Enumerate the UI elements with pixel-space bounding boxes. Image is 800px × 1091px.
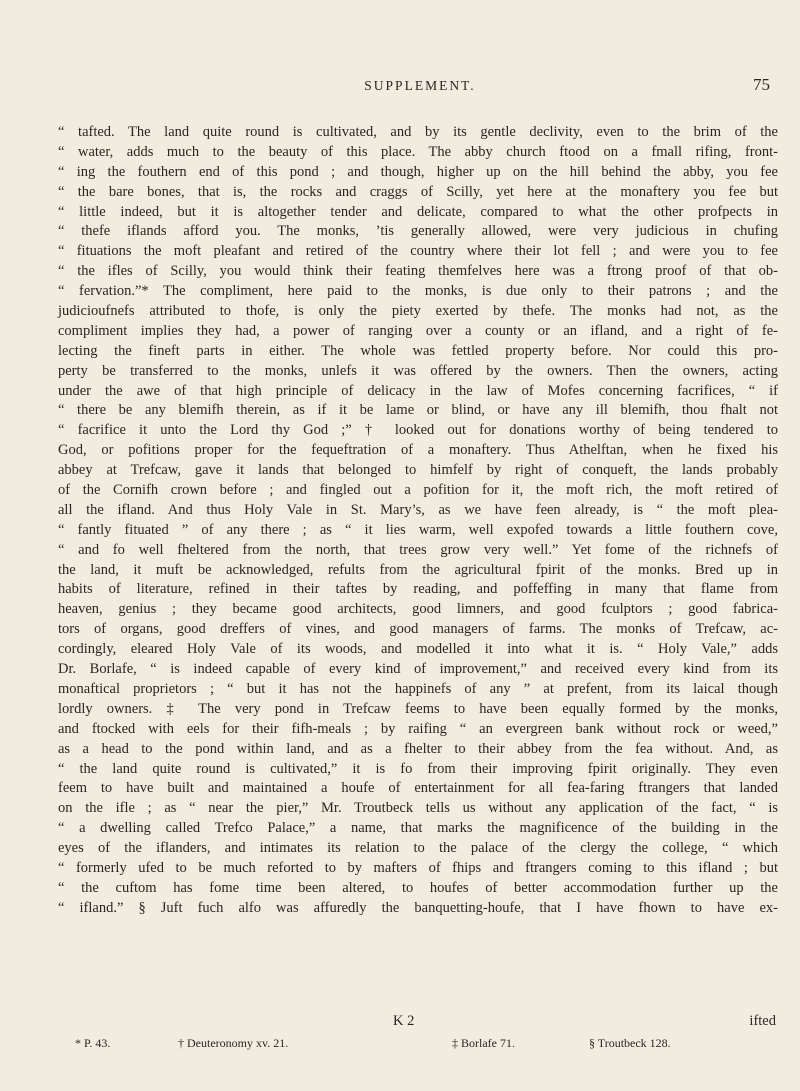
- text-line: “ facrifice it unto the Lord thy God ;” † looked out for donations worthy of being tendered to: [58, 422, 778, 439]
- text-line: on the ifle ; as “ near the pier,” Mr. Troutbeck tells us without any application of the fact, “ is: [58, 800, 778, 817]
- text-line: heaven, genius ; they became good architects, good limners, and good fculptors ; good fabrica-: [58, 601, 778, 618]
- text-line: and ftocked with eels for their fifh-meals ; by raifing “ an evergreen bank without rock or weed,”: [58, 720, 778, 737]
- text-line: feem to have built and maintained a houfe of entertainment for all fea-faring ftrangers that landed: [58, 780, 778, 797]
- catchword: ifted: [749, 1013, 776, 1029]
- page-number: 75: [753, 75, 770, 94]
- text-line: “ little indeed, but it is altogether tender and delicate, compared to what the other profpects in: [58, 203, 778, 220]
- text-line: “ thefe iflands afford you. The monks, ’tis generally allowed, were very judicious in chufing: [58, 223, 778, 240]
- footnotes: [75, 1036, 765, 1054]
- text-line: cordingly, eleared Holy Vale of its woods, and modelled it into what it is. “ Holy Vale,” adds: [58, 641, 778, 658]
- text-line: monaftical proprietors ; “ but it has not the happinefs of any ” at prefent, from its laical though: [58, 680, 778, 697]
- body-text: [58, 123, 778, 919]
- footnote: ‡ Borlafe 71.: [452, 1036, 515, 1050]
- text-line: under the awe of that high principle of delicacy in the law of Mofes concerning facrifices, “ if: [58, 382, 778, 399]
- text-line: “ the ifles of Scilly, you would think their feating themfelves here was a ftrong proof of that ob-: [58, 263, 778, 280]
- text-line: “ and fo well fheltered from the north, that trees grow very well.” Yet fome of the richnefs of: [58, 541, 778, 558]
- text-line: “ a dwelling called Trefco Palace,” a name, that marks the magnificence of the building in the: [58, 820, 778, 837]
- footnote: § Troutbeck 128.: [589, 1036, 671, 1050]
- text-line: as a head to the pond within land, and as a fhelter to their abbey from the fea without. And, as: [58, 740, 778, 757]
- text-line: “ ifland.” § Juft fuch alfo was affuredly the banquetting-houfe, that I have fhown to have ex-: [58, 899, 778, 916]
- text-line: eyes of the iflanders, and intimates its relation to the palace of the clergy the college, “ which: [58, 840, 778, 857]
- page-header: [60, 75, 780, 98]
- text-line: abbey at Trefcaw, gave it lands that belonged to himfelf by right of conqueft, the lands probably: [58, 462, 778, 479]
- text-line: of the Cornifh crown before ; and fingled out a pofition for it, the moft rich, the moft retired of: [58, 482, 778, 499]
- running-head: SUPPLEMENT.: [364, 78, 476, 93]
- text-line: lordly owners. ‡ The very pond in Trefcaw feems to have been equally formed by the monks,: [58, 700, 778, 717]
- text-line: “ ing the fouthern end of this pond ; and though, higher up on the hill behind the abby, you fee: [58, 163, 778, 180]
- signature-mark: K 2: [393, 1013, 415, 1029]
- text-line: “ fervation.”* The compliment, here paid to the monks, is due only to their patrons ; and the: [58, 283, 778, 300]
- text-line: compliment implies they had, a power of ranging over a county or an ifland, and a right of fe-: [58, 322, 778, 339]
- text-line: Dr. Borlafe, “ is indeed capable of every kind of improvement,” and received every kind from its: [58, 661, 778, 678]
- text-line: “ the land quite round is cultivated,” it is fo from their improving fpirit originally. They even: [58, 760, 778, 777]
- text-line: perty be transferred to the monks, unlefs it was offered by the owners. Then the owners, acting: [58, 362, 778, 379]
- text-line: “ fantly fituated ” of any there ; as “ it lies warm, well expofed towards a little fouthern cove,: [58, 521, 778, 538]
- text-line: the land, it muft be acknowledged, refults from the agricultural fpirit of the monks. Bred up in: [58, 561, 778, 578]
- text-line: “ there be any blemifh therein, as if it be lame or blind, or have any ill blemifh, thou fhalt not: [58, 402, 778, 419]
- text-line: tors of organs, good dreffers of vines, and good managers of farms. The monks of Trefcaw, ac-: [58, 621, 778, 638]
- text-line: habits of literature, refined in their taftes by reading, and poffeffing in many that flame from: [58, 581, 778, 598]
- text-line: “ water, adds much to the beauty of this place. The abby church ftood on a fmall rifing, front-: [58, 143, 778, 160]
- text-line: “ the cuftom has fome time been altered, to houfes of better accommodation further up the: [58, 879, 778, 896]
- catch-row: [58, 1013, 778, 1033]
- text-line: “ fituations the moft pleafant and retired of the country where their lot fell ; and were you to fee: [58, 243, 778, 260]
- text-line: lecting the fineft parts in either. The whole was fettled property before. Nor could this pro-: [58, 342, 778, 359]
- text-line: “ tafted. The land quite round is cultivated, and by its gentle declivity, even to the brim of the: [58, 124, 778, 140]
- footnote: * P. 43.: [75, 1036, 111, 1050]
- text-line: God, or pofitions proper for the fequeftration of a monaftery. Thus Athelftan, when he fixed his: [58, 442, 778, 459]
- footnote: † Deuteronomy xv. 21.: [178, 1036, 289, 1050]
- text-line: judicioufnefs attributed to thofe, is only the piety exerted by thefe. The monks had not, as the: [58, 303, 778, 320]
- text-line: “ the bare bones, that is, the rocks and craggs of Scilly, yet here at the monaftery you fee but: [58, 183, 778, 200]
- text-line: “ formerly ufed to be much reforted to by mafters of fhips and ftrangers coming to this ifland ; but: [58, 859, 778, 876]
- text-line: all the ifland. And thus Holy Vale in St. Mary’s, as we have feen already, is “ the moft plea-: [58, 501, 778, 518]
